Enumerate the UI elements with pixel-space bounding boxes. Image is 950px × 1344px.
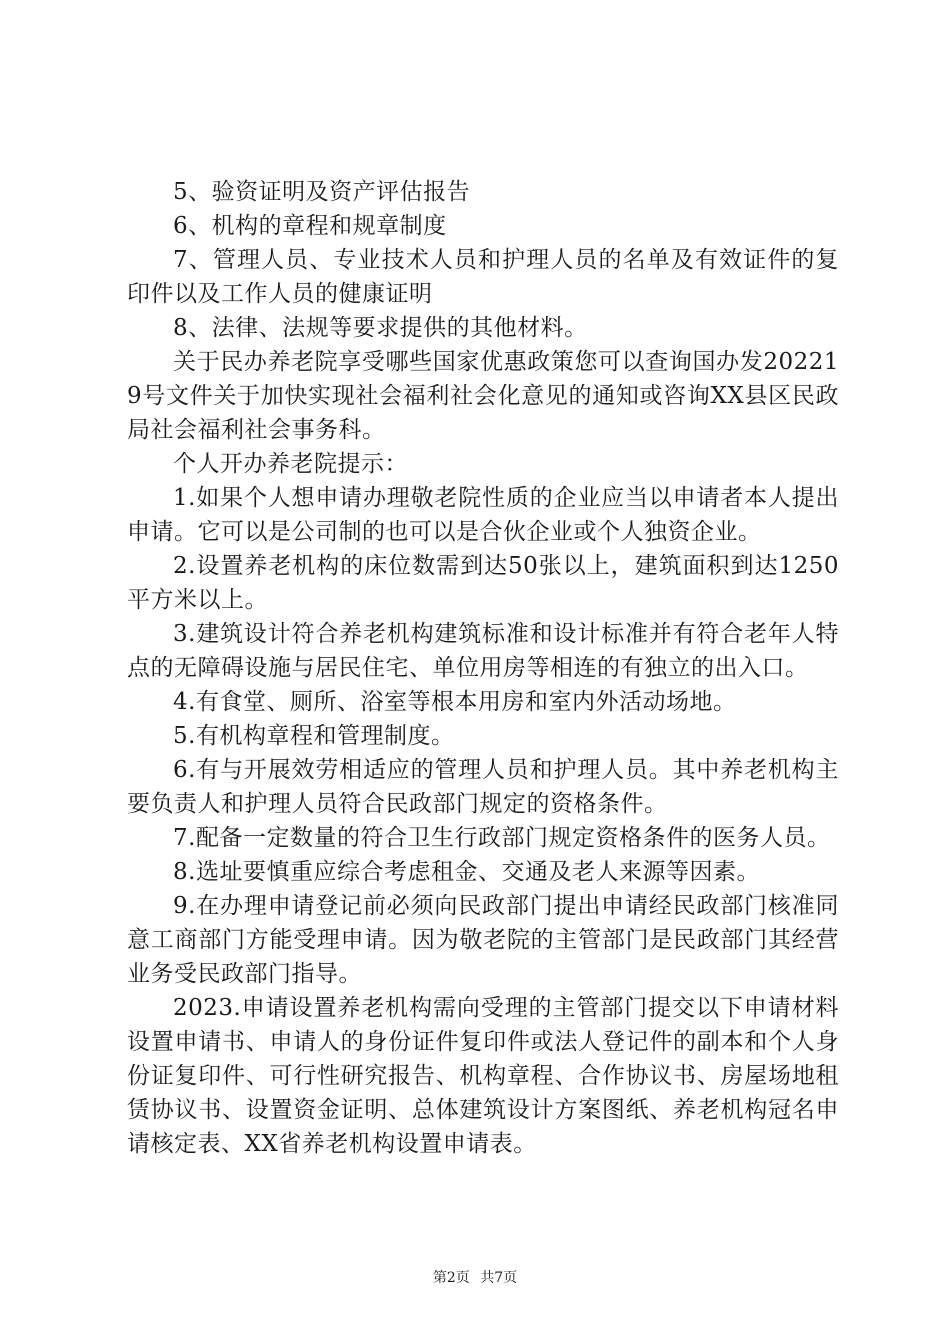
list-item: 3.建筑设计符合养老机构建筑标准和设计标准并有符合老年人特点的无障碍设施与居民住宅、单位用房等相连的有独立的出入口。 <box>127 621 839 681</box>
page-total: 共7页 <box>480 1270 518 1286</box>
list-item: 5.有机构章程和管理制度。 <box>173 723 455 749</box>
list-item: 1.如果个人想申请办理敬老院性质的企业应当以申请者本人提出申请。它可以是公司制的也可以是合伙企业或个人独资企业。 <box>127 485 839 545</box>
list-item: 6.有与开展效劳相适应的管理人员和护理人员。其中养老机构主要负责人和护理人员符合民政部门规定的资格条件。 <box>127 757 839 817</box>
paragraph: 关于民办养老院享受哪些国家优惠政策您可以查询国办发202219号文件关于加快实现社会福利社会化意见的通知或咨询XX县区民政局社会福利社会事务科。 <box>127 349 839 443</box>
page-number: 第2页 <box>432 1270 470 1286</box>
list-item: 8.选址要慎重应综合考虑租金、交通及老人来源等因素。 <box>173 859 760 885</box>
list-item: 4.有食堂、厕所、浴室等根本用房和室内外活动场地。 <box>173 689 737 715</box>
paragraph: 6、机构的章程和规章制度 <box>173 213 447 239</box>
paragraph: 2023.申请设置养老机构需向受理的主管部门提交以下申请材料设置申请书、申请人的身份证件复印件或法人登记件的副本和个人身份证复印件、可行性研究报告、机构章程、合作协议书、房屋场地租赁协议书、设置资金证明、总体建筑设计方案图纸、养老机构冠名申请核定表、XX省养老机构设置申请表。 <box>127 995 839 1157</box>
list-item: 2.设置养老机构的床位数需到达50张以上，建筑面积到达1250平方米以上。 <box>127 553 839 613</box>
paragraph: 7、管理人员、专业技术人员和护理人员的名单及有效证件的复印件以及工作人员的健康证明 <box>127 247 839 307</box>
list-item: 9.在办理申请登记前必须向民政部门提出申请经民政部门核准同意工商部门方能受理申请。因为敬老院的主管部门是民政部门其经营业务受民政部门指导。 <box>127 893 839 987</box>
list-item: 7.配备一定数量的符合卫生行政部门规定资格条件的医务人员。 <box>173 825 831 851</box>
paragraph: 5、验资证明及资产评估报告 <box>173 179 471 205</box>
page-footer <box>0 1268 950 1288</box>
document-body <box>127 175 839 1161</box>
section-heading: 个人开办养老院提示： <box>173 451 408 477</box>
paragraph: 8、法律、法规等要求提供的其他材料。 <box>173 315 588 341</box>
